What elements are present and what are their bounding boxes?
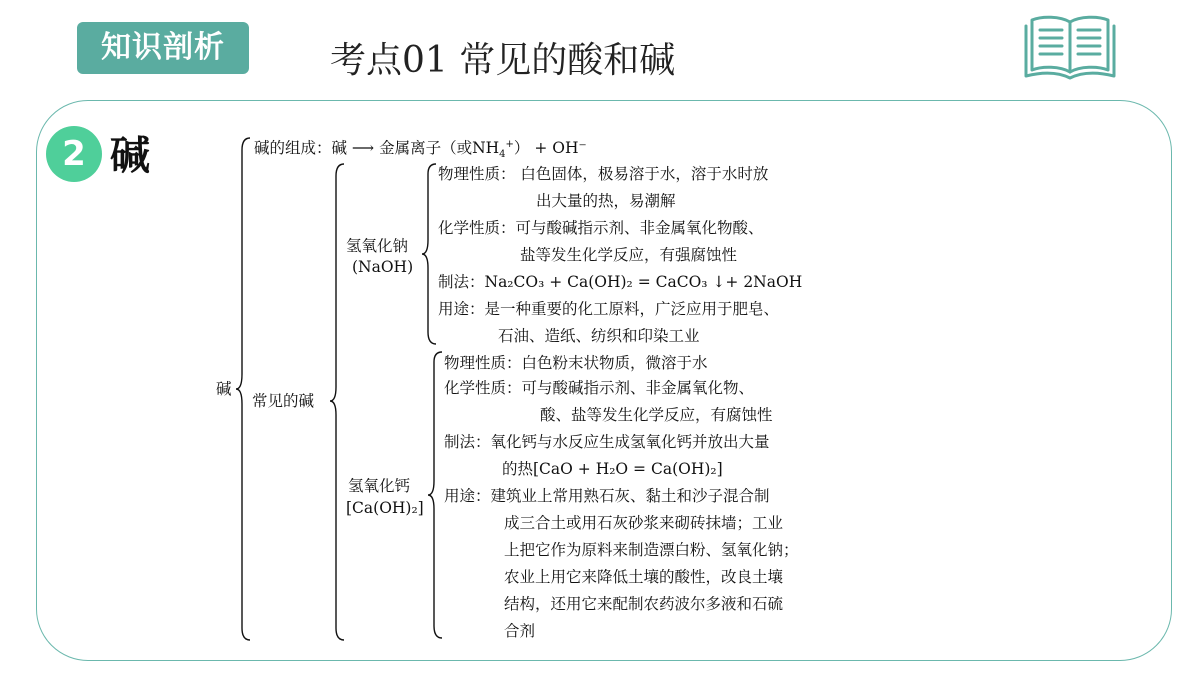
naoh-line: 盐等发生化学反应，有强腐蚀性 <box>520 246 738 264</box>
open-book-icon <box>1024 12 1116 80</box>
naoh-name: 氢氧化钠 <box>346 237 409 255</box>
naoh-line: 出大量的热，易潮解 <box>536 192 676 210</box>
naoh-line: 石油、造纸、纺织和印染工业 <box>498 327 700 345</box>
section-badge: 知识剖析 <box>77 22 249 74</box>
naoh-line: 化学性质：可与酸碱指示剂、非金属氧化物酸、 <box>438 219 764 237</box>
naoh-line: 物理性质： 白色固体，极易溶于水，溶于水时放 <box>438 165 769 183</box>
naoh-line: 用途：是一种重要的化工原料，广泛应用于肥皂、 <box>438 300 780 318</box>
caoh-line: 上把它作为原料来制造漂白粉、氢氧化钠； <box>504 541 799 559</box>
caoh-line: 化学性质：可与酸碱指示剂、非金属氧化物、 <box>444 379 755 397</box>
caoh-line: 制法：氧化钙与水反应生成氢氧化钙并放出大量 <box>444 433 770 451</box>
caoh-line: 结构，还用它来配制农药波尔多液和石硫 <box>504 595 784 613</box>
common-bases-label: 常见的碱 <box>252 392 315 410</box>
composition-sup: + <box>505 138 514 150</box>
composition-line <box>254 138 587 161</box>
composition-sub: 4 <box>499 149 506 161</box>
naoh-line: 制法：Na₂CO₃ + Ca(OH)₂ = CaCO₃ ↓+ 2NaOH <box>438 273 803 291</box>
caoh-line: 酸、盐等发生化学反应，有腐蚀性 <box>540 406 773 424</box>
root-label: 碱 <box>216 380 232 398</box>
section-title: 碱 <box>110 133 150 179</box>
caoh-line: 合剂 <box>504 622 536 640</box>
root-brace <box>236 134 252 644</box>
common-brace <box>330 160 346 644</box>
caoh-name: 氢氧化钙 <box>348 477 411 495</box>
caoh-line: 的热[CaO + H₂O = Ca(OH)₂] <box>502 460 723 478</box>
caoh-line: 物理性质：白色粉末状物质，微溶于水 <box>444 354 708 372</box>
caoh-line: 农业上用它来降低土壤的酸性，改良土壤 <box>504 568 784 586</box>
section-number-badge: 2 <box>46 126 102 182</box>
naoh-formula: (NaOH) <box>352 258 414 276</box>
composition-suffix: ） + OH⁻ <box>513 139 587 157</box>
caoh-brace <box>428 348 444 642</box>
page-title: 考点01 常见的酸和碱 <box>330 40 676 81</box>
naoh-brace <box>422 160 438 348</box>
composition-prefix: 碱的组成：碱 ⟶ 金属离子（或NH <box>254 139 500 157</box>
caoh-formula: [Ca(OH)₂] <box>346 499 424 517</box>
caoh-line: 用途：建筑业上常用熟石灰、黏土和沙子混合制 <box>444 487 770 505</box>
caoh-line: 成三合土或用石灰砂浆来砌砖抹墙；工业 <box>504 514 784 532</box>
